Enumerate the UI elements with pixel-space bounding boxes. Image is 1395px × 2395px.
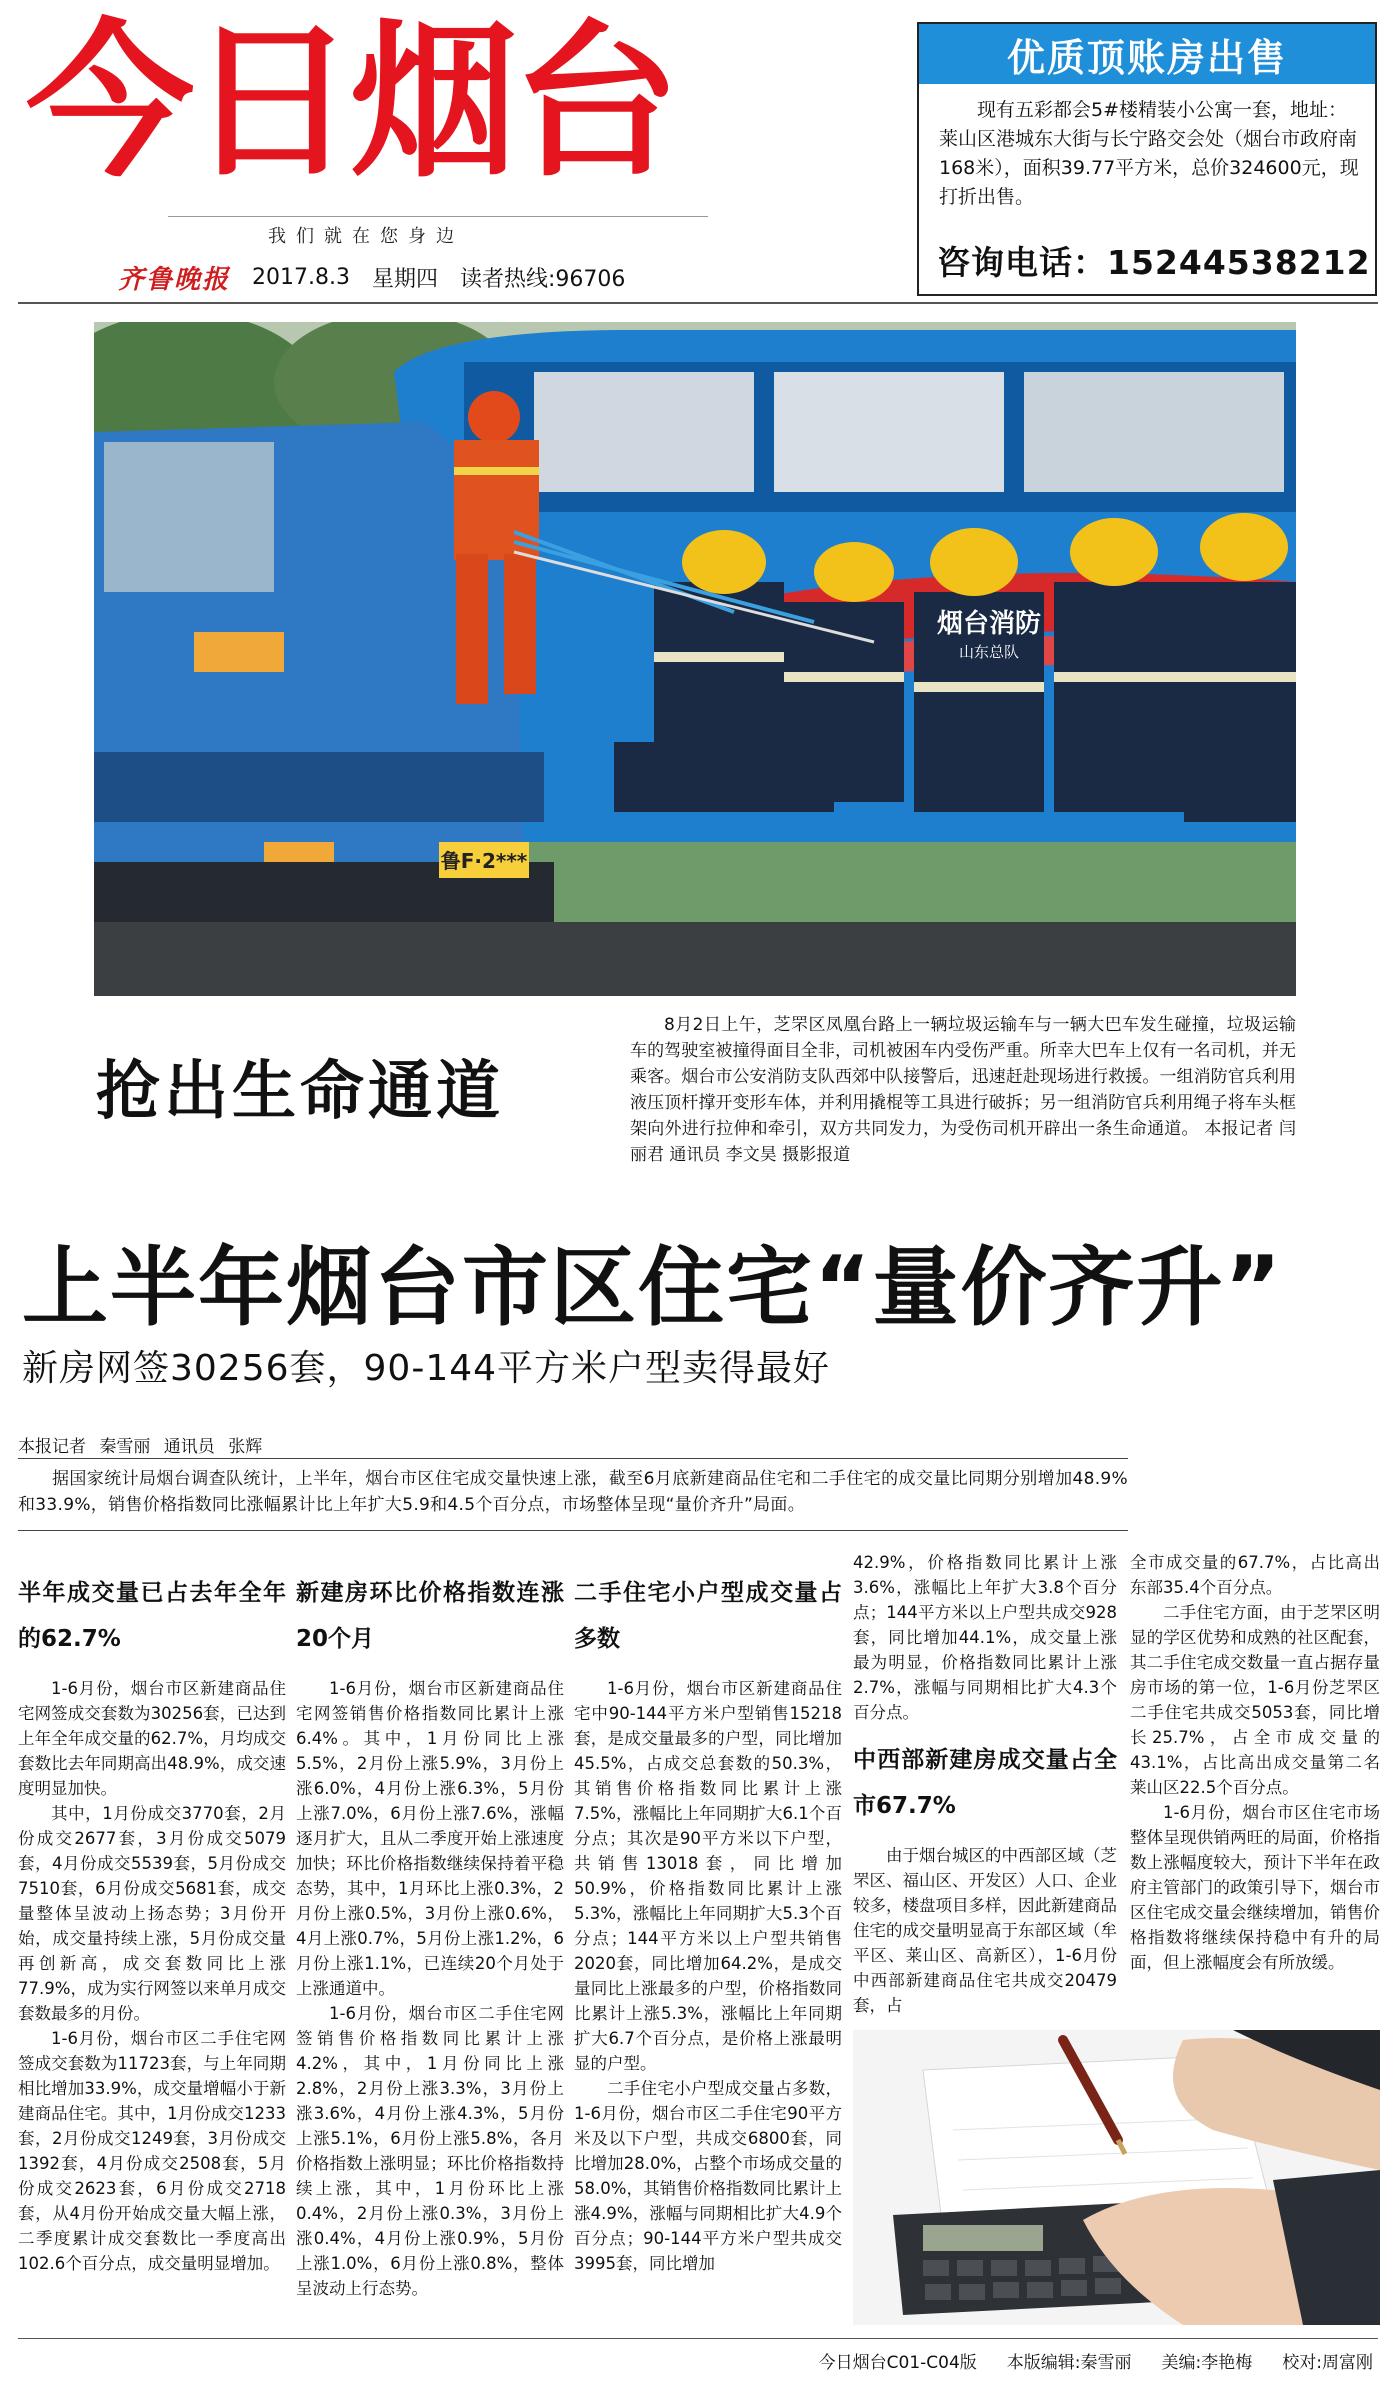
article-paragraph: 1-6月份，烟台市区二手住宅网签成交套数为11723套，与上年同期相比增加33.9%，成交量增幅小于新建商品住宅。其中，1月份成交1233套，2月份成交1249套，3月份成交1392套，4月份成交2508套，5月份成交2623套，6月份成交2718套，从4月份开始成交量大幅上涨，二季度累计成交套数比一季度高出102.6个百分点，成交量明显增加。 (18, 2029, 286, 2273)
article-paragraph: 二手住宅方面，由于芝罘区明显的学区优势和成熟的社区配套，其二手住宅成交数量一直占据存量房市场的第一位，1-6月份芝罘区二手住宅共成交5053套，同比增长25.7%，占全市成交量的43.1%，占比高出成交量第二名莱山区22.5个百分点。 (1130, 1603, 1380, 1797)
article-column-5 (1130, 1550, 1380, 1975)
reader-hotline: 读者热线:96706 (460, 266, 626, 292)
calculator-writing-photo (853, 2030, 1380, 2325)
photo-caption: 8月2日上午，芝罘区凤凰台路上一辆垃圾运输车与一辆大巴车发生碰撞，垃圾运输车的驾驶室被撞得面目全非，司机被困车内受伤严重。所幸大巴车上仅有一名司机，并无乘客。烟台市公安消防支队西郊中队接警后，迅速赶赴现场进行救援。一组消防官兵利用液压顶杆撑开变形车体，并利用撬棍等工具进行破拆；另一组消防官兵利用绳子将车头框架向外进行拉伸和牵引，双方共同发力，为受伤司机开辟出一条生命通道。 本报记者 闫丽君 通讯员 李文昊 摄影报道 (630, 1015, 1296, 1165)
article-continuation: 42.9%，价格指数同比累计上涨3.6%，涨幅比上年扩大3.8个百分点；144平方米以上户型共成交928套，同比增加44.1%，成交量上涨最为明显，价格指数同比累计上涨2.7%，涨幅与同期相比扩大4.3个百分点。 (853, 1553, 1117, 1722)
masthead (18, 4, 778, 295)
section-heading: 半年成交量已占去年全年的62.7% (18, 1580, 286, 1652)
lead-divider (18, 1530, 1128, 1531)
article-column-2 (296, 1570, 564, 2301)
page-footer (819, 2348, 1373, 2373)
dateline (118, 260, 625, 294)
article-paragraph: 1-6月份，烟台市区二手住宅网签销售价格指数同比累计上涨4.2%，其中，1月份同比上涨2.8%，2月份上涨3.3%，3月份上涨3.6%，4月份上涨4.3%，5月份上涨5.1%，6月份上涨5.8%，各月价格指数上涨明显；环比价格指数持续上涨，其中，1月份环比上涨0.4%，2月份上涨0.3%，3月份上涨0.4%，4月份上涨0.9%，5月份上涨1.0%，6月份上涨0.8%，整体呈波动上行态势。 (296, 2004, 564, 2298)
article-paragraph: 1-6月份，烟台市区新建商品住宅中90-144平方米户型销售15218套，是成交量最多的户型，同比增加45.5%，占成交总套数的50.3%，其销售价格指数同比累计上涨7.5%，涨幅比上年同期扩大6.1个百分点；其次是90平方米以下户型，共销售13018套，同比增加50.9%，价格指数同比累计上涨5.3%，涨幅比上年同期扩大5.3个百分点；144平方米以上户型共销售2020套，同比增加64.2%，是成交量同比上涨最多的户型，价格指数同比累计上涨5.3%，涨幅比上年同期扩大6.7个百分点，是价格上涨最明显的户型。 (574, 1679, 842, 2073)
footer-edition: 今日烟台C01-C04版 (818, 2353, 977, 2373)
ad-body: 现有五彩都会5#楼精装小公寓一套，地址：莱山区港城东大街与长宁路交会处（烟台市政府南168米），面积39.77平方米，总价324600元，现打折出售。 (939, 99, 1359, 208)
article-column-3 (574, 1570, 842, 2276)
rescue-photo (94, 322, 1296, 996)
article-lead: 据国家统计局烟台调查队统计，上半年，烟台市区住宅成交量快速上涨，截至6月底新建商品住宅和二手住宅的成交量比同期分别增加48.9%和33.9%，销售价格指数同比涨幅累计比上年扩大5.9和4.5个百分点，市场整体呈现“量价齐升”局面。 (18, 1469, 1128, 1515)
article-paragraph: 二手住宅小户型成交量占多数，1-6月份，烟台市区二手住宅90平方米及以下户型，共成交6800套，同比增加28.0%，占整个市场成交量的58.0%，其销售价格指数同比累计上涨4.9%，涨幅与同期相比扩大4.9个百分点；90-144平方米户型共成交3995套，同比增加 (574, 2079, 842, 2273)
footer-proofreader: 校对:周富刚 (1282, 2353, 1373, 2373)
newspaper-title: 今日烟台 (26, 4, 674, 200)
section-heading: 中西部新建房成交量占全市67.7% (853, 1747, 1117, 1819)
firefighter-badge-sub: 山东总队 (958, 643, 1020, 661)
calculator-illustration (853, 2030, 1380, 2325)
article-headline: 上半年烟台市区住宅“量价齐升” (22, 1238, 1284, 1338)
article-column-4 (853, 1550, 1117, 2018)
article-paragraph: 其中，1月份成交3770套，2月份成交2677套，3月份成交5079套，4月份成交5539套，5月份成交7510套，6月份成交5681套，成交量整体呈波动上扬态势；3月份开始，成交量持续上涨，5月份成交量再创新高，成交套数同比上涨77.9%，成为实行网签以来单月成交套数最多的月份。 (18, 1804, 286, 2023)
property-ad (917, 22, 1377, 296)
footer-designer: 美编:李艳梅 (1161, 2353, 1253, 2373)
article-continuation: 全市成交量的67.7%，占比高出东部35.4个百分点。 (1130, 1553, 1380, 1597)
slogan: 我们就在您身边 (268, 226, 464, 247)
rescue-scene-illustration (94, 322, 1296, 996)
article-paragraph: 由于烟台城区的中西部区域（芝罘区、福山区、开发区）人口、企业较多，楼盘项目多样，因此新建商品住宅的成交量明显高于东部区域（牟平区、莱山区、高新区），1-6月份中西部新建商品住宅共成交20479套，占 (853, 1846, 1117, 2015)
ad-title: 优质顶账房出售 (919, 24, 1375, 84)
article-byline: 本报记者 秦雪丽 通讯员 张辉 (18, 1437, 263, 1457)
slogan-divider (168, 216, 708, 217)
article-paragraph: 1-6月份，烟台市区新建商品住宅网签销售价格指数同比累计上涨6.4%。其中，1月份同比上涨5.5%，2月份上涨5.9%，3月份上涨6.0%，4月份上涨6.3%，5月份上涨7.0%，6月份上涨7.6%，涨幅逐月扩大，且从二季度开始上涨速度加快；环比价格指数继续保持着平稳态势，其中，1月环比上涨0.3%，2月份上涨0.5%，3月份上涨0.6%，4月上涨0.7%，5月份上涨1.2%，6月份上涨1.1%，已连续20个月处于上涨通道中。 (296, 1679, 564, 1998)
photo-story-headline: 抢出生命通道 (96, 1055, 504, 1129)
license-plate: 鲁F·2*** (440, 849, 528, 873)
masthead-divider (18, 302, 1378, 304)
article-subhead: 新房网签30256套，90-144平方米户型卖得最好 (22, 1348, 831, 1389)
footer-divider (18, 2338, 1378, 2339)
issue-date: 2017.8.3 (252, 264, 350, 290)
firefighter-badge: 烟台消防 (936, 609, 1042, 639)
section-heading: 二手住宅小户型成交量占多数 (574, 1580, 842, 1652)
footer-editor: 本版编辑:秦雪丽 (1006, 2353, 1132, 2373)
ad-phone: 咨询电话：15244538212 (937, 243, 1371, 282)
section-heading: 新建房环比价格指数连涨20个月 (296, 1580, 564, 1652)
byline-divider (18, 1458, 1128, 1459)
issue-weekday: 星期四 (371, 266, 438, 292)
article-paragraph: 1-6月份，烟台市区住宅市场整体呈现供销两旺的局面，价格指数上涨幅度较大，预计下半年在政府主管部门的政策引导下，烟台市区住宅成交量会继续增加，销售价格指数将继续保持稳中有升的局面，但上涨幅度会有所放缓。 (1130, 1803, 1380, 1972)
article-column-1 (18, 1570, 286, 2276)
qilu-evening-news-logo: 齐鲁晚报 (118, 264, 231, 295)
newspaper-logo (18, 4, 778, 200)
article-paragraph: 1-6月份，烟台市区新建商品住宅网签成交套数为30256套，已达到上年全年成交量的62.7%，月均成交套数比去年同期高出48.9%，成交速度明显加快。 (18, 1679, 286, 1798)
